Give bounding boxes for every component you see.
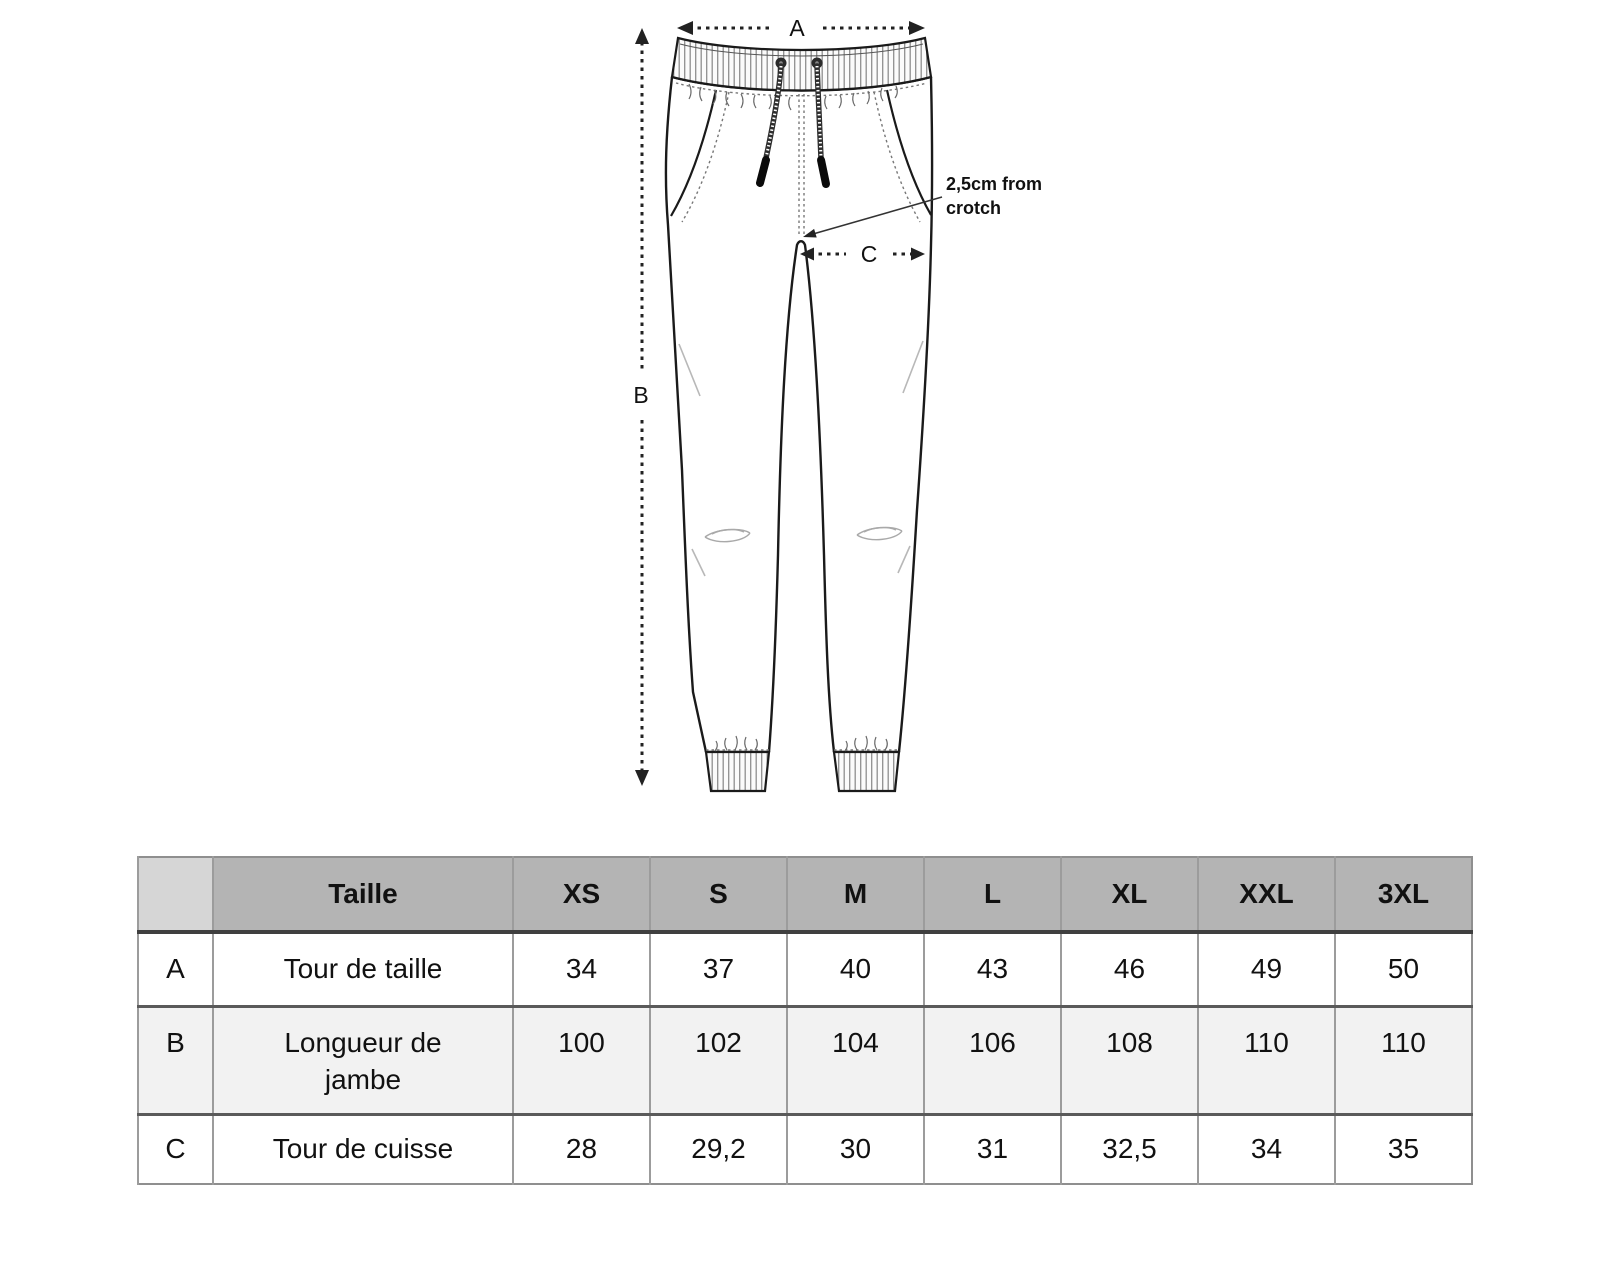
row-a-value-xxl: 49 — [1198, 932, 1335, 1006]
row-a-value-l: 43 — [924, 932, 1061, 1006]
row-b-value-xl: 108 — [1061, 1006, 1198, 1114]
pants-size-diagram — [560, 0, 1120, 810]
pants-illustration — [560, 0, 1120, 810]
row-b-value-s: 102 — [650, 1006, 787, 1114]
dim-b-label: B — [633, 382, 649, 408]
header-size-m: M — [787, 857, 924, 932]
row-b-value-m: 104 — [787, 1006, 924, 1114]
row-a-value-xs: 34 — [513, 932, 650, 1006]
cuff-left — [706, 752, 769, 791]
row-c-value-l: 31 — [924, 1114, 1061, 1184]
header-size-l: L — [924, 857, 1061, 932]
cuff-right — [834, 752, 899, 791]
row-c-label: Tour de cuisse — [213, 1114, 513, 1184]
header-corner-cell — [138, 857, 213, 932]
table-row-c — [138, 1114, 1472, 1184]
row-b-value-3xl: 110 — [1335, 1006, 1472, 1114]
row-c-value-xxl: 34 — [1198, 1114, 1335, 1184]
row-b-letter: B — [138, 1006, 213, 1114]
row-a-value-m: 40 — [787, 932, 924, 1006]
row-b-label-text: Longueur de jambe — [284, 1026, 442, 1096]
row-c-value-xs: 28 — [513, 1114, 650, 1184]
size-chart-table — [137, 856, 1473, 1185]
header-size-3xl: 3XL — [1335, 857, 1472, 932]
row-a-value-xl: 46 — [1061, 932, 1198, 1006]
header-size-xs: XS — [513, 857, 650, 932]
dimension-b-arrow — [633, 28, 649, 786]
waistband — [672, 38, 931, 91]
row-c-value-3xl: 35 — [1335, 1114, 1472, 1184]
row-c-value-m: 30 — [787, 1114, 924, 1184]
table-row-b — [138, 1006, 1472, 1114]
header-size-xxl: XXL — [1198, 857, 1335, 932]
row-a-value-s: 37 — [650, 932, 787, 1006]
dim-c-label: C — [860, 241, 878, 267]
header-size-xl: XL — [1061, 857, 1198, 932]
dimension-a-arrow — [677, 15, 925, 41]
header-size-s: S — [650, 857, 787, 932]
pants-drawing — [666, 38, 932, 791]
table-row-a — [138, 932, 1472, 1006]
dim-a-label: A — [789, 15, 805, 41]
row-a-letter: A — [138, 932, 213, 1006]
row-b-value-l: 106 — [924, 1006, 1061, 1114]
row-b-label — [213, 1006, 513, 1114]
row-a-value-3xl: 50 — [1335, 932, 1472, 1006]
row-c-value-xl: 32,5 — [1061, 1114, 1198, 1184]
header-taille-cell: Taille — [213, 857, 513, 932]
crotch-note-line2: crotch — [946, 198, 1002, 218]
row-b-value-xs: 100 — [513, 1006, 650, 1114]
row-a-label: Tour de taille — [213, 932, 513, 1006]
row-b-value-xxl: 110 — [1198, 1006, 1335, 1114]
row-c-value-s: 29,2 — [650, 1114, 787, 1184]
crotch-note-line1: 2,5cm from — [946, 174, 1043, 194]
row-c-letter: C — [138, 1114, 213, 1184]
header-row — [138, 857, 1472, 932]
